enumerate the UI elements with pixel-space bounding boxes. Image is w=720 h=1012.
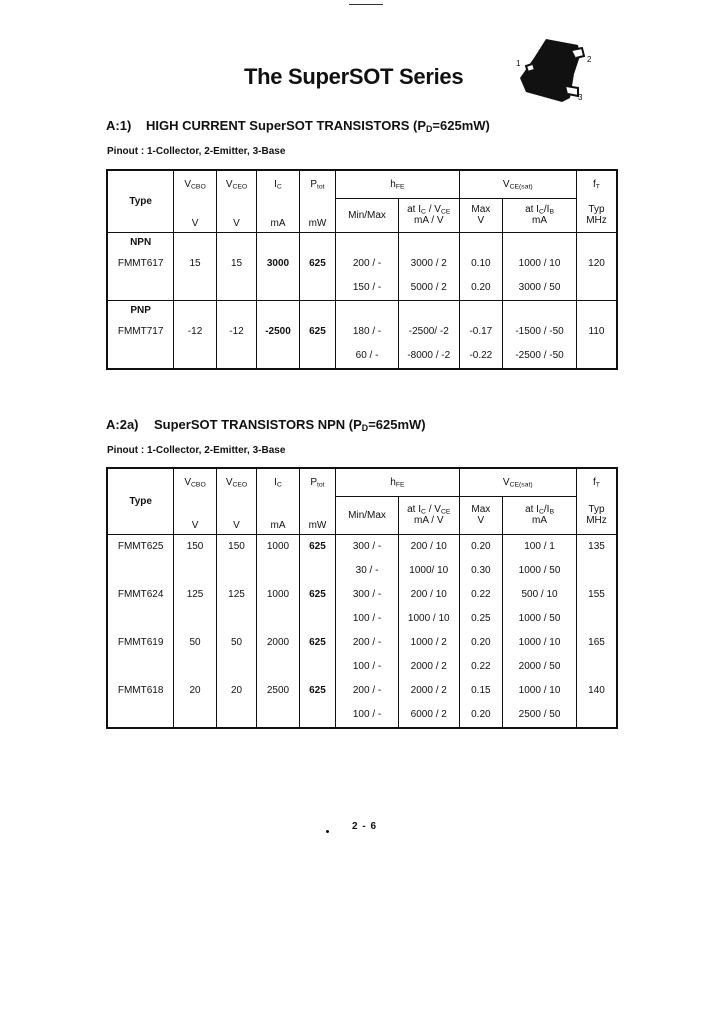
cell-at-vce: 1000 / 50 bbox=[503, 559, 577, 583]
col-vce-at: at $I_C/I_B$ mA bbox=[503, 199, 577, 233]
cell-vceo: 50 bbox=[216, 631, 256, 655]
cell-at-vce: 100 / 1 bbox=[503, 534, 577, 559]
cell-at-vce: 2000 / 50 bbox=[503, 655, 577, 679]
cell-ft: 140 bbox=[576, 679, 617, 703]
unit-vceo: V bbox=[216, 497, 256, 535]
unit-vcbo: V bbox=[174, 199, 217, 233]
table-row: 150 / - 5000 / 2 0.20 3000 / 50 bbox=[107, 276, 617, 301]
cell-hfe: 200 / - bbox=[336, 631, 399, 655]
table-row-npn-label bbox=[107, 232, 617, 252]
pin-3-label: 3 bbox=[578, 93, 583, 102]
section2-heading-text: SuperSOT TRANSISTORS NPN (P bbox=[154, 417, 362, 432]
col-hfe-header: $h_{FE}$ bbox=[336, 468, 459, 497]
cell-at-hfe: 1000/ 10 bbox=[398, 559, 459, 583]
table-row: FMMT717 -12 -12 -2500 625 180 / - -2500/ -2 -0.17 -1500 / -50 110 bbox=[107, 320, 617, 344]
cell-vcbo: 125 bbox=[174, 583, 217, 607]
cell-hfe: 200 / - bbox=[336, 679, 399, 703]
cell-type: FMMT624 bbox=[107, 583, 174, 607]
unit-ic: mA bbox=[257, 497, 300, 535]
section1-heading-post: =625mW) bbox=[432, 118, 490, 133]
col-ft-header: $f_T$ bbox=[576, 468, 617, 497]
section1-heading-sub: D bbox=[426, 124, 433, 135]
unit-ic: mA bbox=[257, 199, 300, 233]
cell-vce-max: 0.30 bbox=[459, 559, 503, 583]
cell-ptot: 625 bbox=[299, 679, 335, 703]
top-rule bbox=[349, 4, 383, 5]
cell-at-vce: 2500 / 50 bbox=[503, 703, 577, 728]
table-row bbox=[107, 559, 617, 583]
section2-label: A:2a) bbox=[106, 417, 139, 432]
cell-hfe: 100 / - bbox=[336, 703, 399, 728]
col-hfe-at: at $I_C / V_{CE}$ mA / V bbox=[398, 497, 459, 535]
cell-at-hfe: 200 / 10 bbox=[398, 583, 459, 607]
group-pnp-label: PNP bbox=[107, 300, 174, 320]
col-vceo-header: $V_{CEO}$ bbox=[216, 468, 256, 497]
cell-vceo: 150 bbox=[216, 534, 256, 559]
sot23-package-icon bbox=[510, 36, 602, 106]
cell-ft: 155 bbox=[576, 583, 617, 607]
section1-pinout: Pinout : 1-Collector, 2-Emitter, 3-Base bbox=[107, 146, 286, 157]
col-hfe-minmax: Min/Max bbox=[336, 497, 399, 535]
cell-ft: 135 bbox=[576, 534, 617, 559]
cell-vcbo: 50 bbox=[174, 631, 217, 655]
section1-label: A:1) bbox=[106, 118, 132, 133]
pin-2-label: 2 bbox=[587, 55, 592, 64]
cell-ptot: 625 bbox=[299, 631, 335, 655]
cell-type: FMMT619 bbox=[107, 631, 174, 655]
table-row bbox=[107, 631, 617, 655]
cell-hfe: 300 / - bbox=[336, 534, 399, 559]
cell-hfe: 100 / - bbox=[336, 655, 399, 679]
col-ic-header: $I_C$ bbox=[257, 170, 300, 199]
section2-pinout: Pinout : 1-Collector, 2-Emitter, 3-Base bbox=[107, 445, 286, 456]
group-npn-label: NPN bbox=[107, 232, 174, 252]
unit-ptot: mW bbox=[299, 199, 335, 233]
cell-ic: 2000 bbox=[257, 631, 300, 655]
col-vceo-header: $V_{CEO}$ bbox=[216, 170, 256, 199]
cell-vce-max: 0.25 bbox=[459, 607, 503, 631]
section1-heading-text: HIGH CURRENT SuperSOT TRANSISTORS (P bbox=[146, 118, 427, 133]
cell-at-hfe: 1000 / 2 bbox=[398, 631, 459, 655]
section2-heading-post: =625mW) bbox=[368, 417, 426, 432]
unit-ptot: mW bbox=[299, 497, 335, 535]
cell-vce-max: 0.20 bbox=[459, 703, 503, 728]
cell-vce-max: 0.20 bbox=[459, 631, 503, 655]
cell-hfe: 30 / - bbox=[336, 559, 399, 583]
col-vcesat-header: $V_{CE(sat)}$ bbox=[459, 468, 576, 497]
cell-at-vce: 1000 / 50 bbox=[503, 607, 577, 631]
cell-at-vce: 500 / 10 bbox=[503, 583, 577, 607]
col-vce-max: Max V bbox=[459, 497, 503, 535]
cell-vceo: 125 bbox=[216, 583, 256, 607]
table-row: 60 / - -8000 / -2 -0.22 -2500 / -50 bbox=[107, 344, 617, 369]
cell-at-vce: 1000 / 10 bbox=[503, 631, 577, 655]
table-row bbox=[107, 703, 617, 728]
cell-ptot: 625 bbox=[299, 583, 335, 607]
cell-ptot: 625 bbox=[299, 534, 335, 559]
table-npn bbox=[106, 467, 618, 729]
cell-ic: 2500 bbox=[257, 679, 300, 703]
cell-hfe: 100 / - bbox=[336, 607, 399, 631]
page-title: The SuperSOT Series bbox=[244, 64, 464, 89]
col-ic-header: $I_C$ bbox=[257, 468, 300, 497]
cell-vce-max: 0.20 bbox=[459, 534, 503, 559]
col-hfe-header: $h_{FE}$ bbox=[336, 170, 459, 199]
unit-vceo: V bbox=[216, 199, 256, 233]
col-vcbo-header: $V_{CBO}$ bbox=[174, 468, 217, 497]
cell-at-hfe: 6000 / 2 bbox=[398, 703, 459, 728]
cell-vcbo: 150 bbox=[174, 534, 217, 559]
cell-vce-max: 0.22 bbox=[459, 583, 503, 607]
table-row bbox=[107, 583, 617, 607]
col-type-header: Type bbox=[107, 468, 174, 534]
cell-at-vce: 1000 / 10 bbox=[503, 679, 577, 703]
section1-heading bbox=[106, 118, 490, 133]
table-row bbox=[107, 534, 617, 559]
table-row bbox=[107, 607, 617, 631]
cell-ic: 1000 bbox=[257, 583, 300, 607]
col-vce-at: at $I_C/I_B$ mA bbox=[503, 497, 577, 535]
table-row: FMMT617 15 15 3000 625 200 / - 3000 / 2 0.10 1000 / 10 120 bbox=[107, 252, 617, 276]
col-type-header: Type bbox=[107, 170, 174, 232]
cell-at-hfe: 2000 / 2 bbox=[398, 679, 459, 703]
cell-at-hfe: 2000 / 2 bbox=[398, 655, 459, 679]
cell-type: FMMT625 bbox=[107, 534, 174, 559]
section2-heading bbox=[106, 417, 426, 432]
page-dot bbox=[326, 830, 329, 833]
cell-vceo: 20 bbox=[216, 679, 256, 703]
cell-at-hfe: 200 / 10 bbox=[398, 534, 459, 559]
cell-vce-max: 0.15 bbox=[459, 679, 503, 703]
cell-type: FMMT618 bbox=[107, 679, 174, 703]
page-number: 2 - 6 bbox=[352, 821, 378, 832]
col-vcbo-header: $V_{CBO}$ bbox=[174, 170, 217, 199]
col-vcesat-header: $V_{CE(sat)}$ bbox=[459, 170, 576, 199]
col-hfe-minmax: Min/Max bbox=[336, 199, 399, 233]
col-vce-max: Max V bbox=[459, 199, 503, 233]
table-row-pnp-label bbox=[107, 300, 617, 320]
table-row bbox=[107, 679, 617, 703]
col-ptot-header: $P_{tot}$ bbox=[299, 170, 335, 199]
table-high-current bbox=[106, 169, 618, 370]
cell-hfe: 300 / - bbox=[336, 583, 399, 607]
col-hfe-at: at $I_C / V_{CE}$ mA / V bbox=[398, 199, 459, 233]
section2-heading-sub: D bbox=[361, 423, 369, 434]
col-ft-typ: Typ MHz bbox=[576, 199, 617, 233]
cell-ic: 1000 bbox=[257, 534, 300, 559]
cell-vcbo: 20 bbox=[174, 679, 217, 703]
table-row bbox=[107, 655, 617, 679]
cell-ft: 165 bbox=[576, 631, 617, 655]
col-ft-header: $f_T$ bbox=[576, 170, 617, 199]
cell-vce-max: 0.22 bbox=[459, 655, 503, 679]
col-ft-typ: Typ MHz bbox=[576, 497, 617, 535]
cell-at-hfe: 1000 / 10 bbox=[398, 607, 459, 631]
pin-1-label: 1 bbox=[516, 59, 521, 68]
col-ptot-header: $P_{tot}$ bbox=[299, 468, 335, 497]
unit-vcbo: V bbox=[174, 497, 217, 535]
